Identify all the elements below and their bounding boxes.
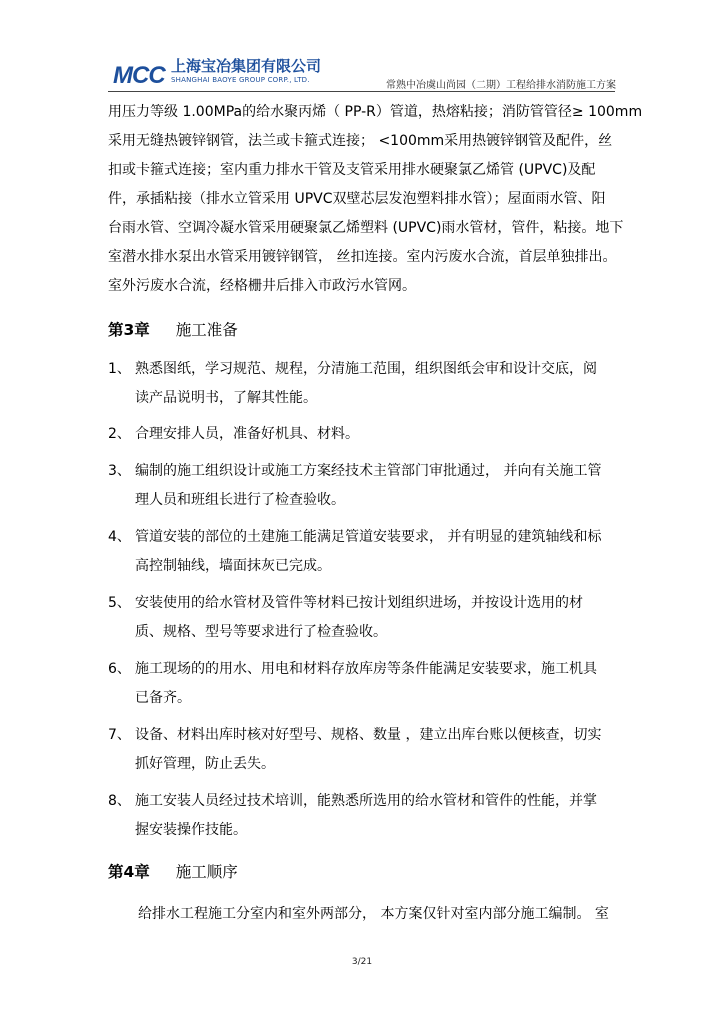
text-line: 抓好管理，防止丢失。: [135, 756, 275, 772]
text-line: 施工现场的的用水、用电和材料存放库房等条件能满足安装要求，施工机具: [135, 661, 597, 677]
company-name-en: SHANGHAI BAOYE GROUP CORP., LTD.: [171, 76, 310, 84]
list-number: 1、: [108, 361, 131, 377]
text-line: 台雨水管、空调冷凝水管采用硬聚氯乙烯塑料 (UPVC)雨水管材，管件，粘接。地下: [108, 220, 624, 236]
text-line: 质、规格、型号等要求进行了检查验收。: [135, 624, 387, 640]
text-line: 施工安装人员经过技术培训，能熟悉所选用的给水管材和管件的性能，并掌: [135, 793, 597, 809]
intro-paragraph: [108, 98, 643, 301]
list-item: [108, 457, 626, 515]
list-number: 3、: [108, 463, 131, 479]
text-line: 采用无缝热镀锌钢管，法兰或卡箍式连接； <100mm采用热镀锌钢管及配件，丝: [108, 133, 613, 149]
list-number: 8、: [108, 793, 131, 809]
text-line: 用压力等级 1.00MPa的给水聚丙烯（ PP-R）管道，热熔粘接；消防管管径≥ 100mm: [108, 104, 643, 120]
list-item: [108, 589, 626, 647]
text-line: 件，承插粘接（排水立管采用 UPVC双壁芯层发泡塑料排水管）；屋面雨水管、阳: [108, 191, 606, 207]
text-line: 理人员和班组长进行了检查验收。: [135, 492, 345, 508]
text-line: 高控制轴线，墙面抹灰已完成。: [135, 558, 331, 574]
text-line: 已备齐。: [135, 690, 191, 706]
list-number: 2、: [108, 426, 131, 442]
list-item: [108, 787, 626, 845]
page-content: [108, 98, 643, 929]
text-line: 室潜水排水泵出水管采用镀锌钢管， 丝扣连接。室内污废水合流，首层单独排出。: [108, 249, 617, 265]
list-item: [108, 523, 626, 581]
list-number: 4、: [108, 529, 131, 545]
chapter-3-heading: [108, 318, 626, 340]
list-number: 6、: [108, 661, 131, 677]
text-line: 管道安装的部位的土建施工能满足管道安装要求， 并有明显的建筑轴线和标: [135, 529, 602, 545]
page-number: 3/21: [351, 957, 373, 967]
text-line: 安装使用的给水管材及管件等材料已按计划组织进场，并按设计选用的材: [135, 595, 583, 611]
company-name-cn: 上海宝冶集团有限公司: [171, 57, 322, 75]
chapter-title: 施工准备: [175, 321, 238, 339]
list-item: [108, 355, 626, 413]
page-header: [0, 0, 724, 95]
text-line: 握安装操作技能。: [135, 822, 247, 838]
text-line: 熟悉图纸，学习规范、规程，分清施工范围，组织图纸会审和设计交底，阅: [135, 361, 597, 377]
text-line: 室外污废水合流，经格栅井后排入市政污水管网。: [108, 278, 416, 294]
text-line: 合理安排人员，准备好机具、材料。: [135, 426, 359, 442]
preparation-list: [108, 355, 626, 845]
chapter-label: 第3章: [108, 321, 150, 339]
document-title: 常熟中冶虞山尚园（二期）工程给排水消防施工方案: [386, 80, 616, 91]
text-line: 编制的施工组织设计或施工方案经技术主管部门审批通过， 并向有关施工管: [135, 463, 602, 479]
logo-mark: MCC: [113, 62, 165, 89]
text-line: 扣或卡箍式连接；室内重力排水干管及支管采用排水硬聚氯乙烯管 (UPVC)及配: [108, 162, 596, 178]
text-line: 读产品说明书，了解其性能。: [135, 390, 317, 406]
header-divider: [108, 91, 615, 92]
list-number: 5、: [108, 595, 131, 611]
chapter-4-paragraph: 给排水工程施工分室内和室外两部分， 本方案仅针对室内部分施工编制。 室: [138, 906, 609, 922]
chapter-4-heading: [108, 860, 626, 882]
list-item: [108, 420, 626, 449]
chapter-title: 施工顺序: [175, 863, 238, 881]
list-item: [108, 655, 626, 713]
list-item: [108, 721, 626, 779]
text-line: 设备、材料出库时核对好型号、规格、数量 ，建立出库台账以便核查，切实: [135, 727, 602, 743]
chapter-label: 第4章: [108, 863, 150, 881]
list-number: 7、: [108, 727, 131, 743]
